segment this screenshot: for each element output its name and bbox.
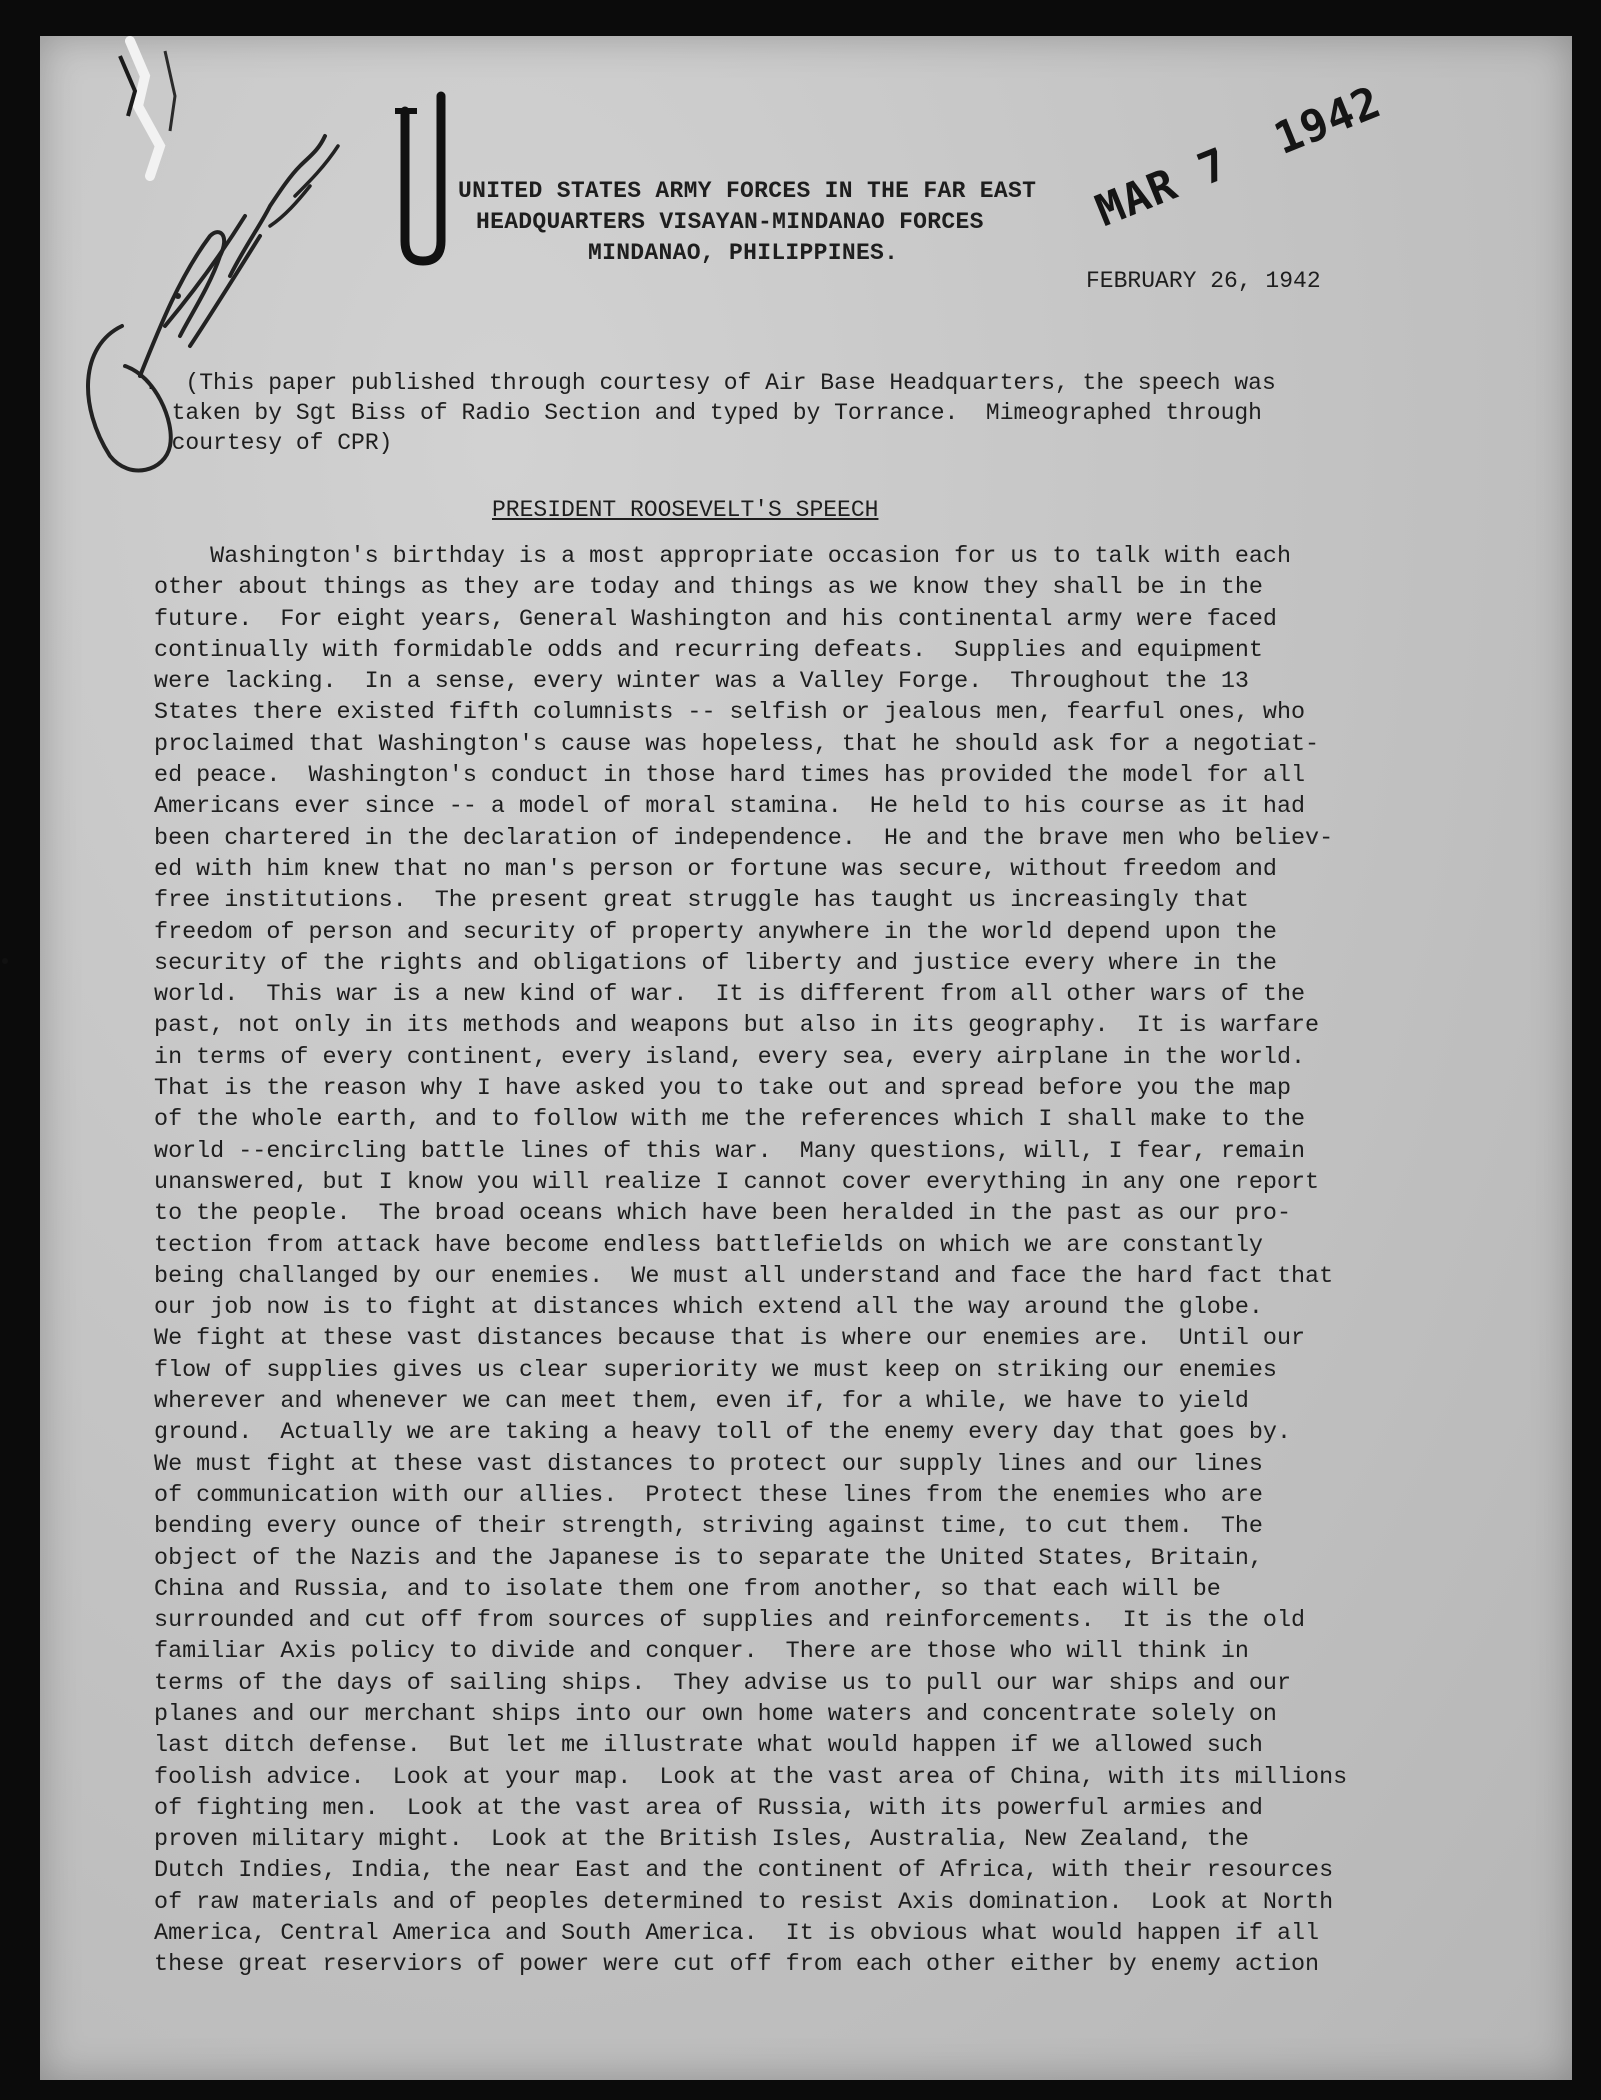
publication-note (144, 368, 1564, 458)
body-line: proclaimed that Washington's cause was hopeless, that he should ask for a negotiat- (140, 731, 1320, 758)
body-line: being challanged by our enemies. We must all understand and face the hard fact that (140, 1263, 1334, 1290)
body-line: in terms of every continent, every island, every sea, every airplane in the world. (140, 1044, 1306, 1071)
body-line: planes and our merchant ships into our own home waters and concentrate solely on (140, 1701, 1277, 1728)
body-line: flow of supplies gives us clear superiority we must keep on striking our enemies (140, 1357, 1277, 1384)
body-line: world --encircling battle lines of this war. Many questions, will, I fear, remain (140, 1138, 1306, 1165)
letterhead (458, 176, 1036, 269)
note-line: taken by Sgt Biss of Radio Section and typed by Torrance. Mimeographed through (144, 400, 1262, 426)
body-line: of fighting men. Look at the vast area of Russia, with its powerful armies and (140, 1795, 1263, 1822)
body-line: bending every ounce of their strength, striving against time, to cut them. The (140, 1514, 1263, 1541)
margin-speck (2, 958, 8, 964)
note-line: . (This paper published through courtesy of Air Base Headquarters, the speech was (144, 370, 1276, 396)
body-line: tection from attack have become endless battlefields on which we are constantly (140, 1232, 1263, 1259)
body-line: America, Central America and South America. It is obvious what would happen if all (140, 1921, 1320, 1948)
body-line: We must fight at these vast distances to protect our supply lines and our lines (140, 1451, 1263, 1478)
speech-title: PRESIDENT ROOSEVELT'S SPEECH (492, 497, 879, 523)
body-line: future. For eight years, General Washington and his continental army were faced (140, 606, 1277, 633)
body-line: unanswered, but I know you will realize I cannot cover everything in any one report (140, 1169, 1320, 1196)
document-date: FEBRUARY 26, 1942 (1086, 268, 1321, 294)
letterhead-line-2: HEADQUARTERS VISAYAN-MINDANAO FORCES (476, 209, 984, 235)
body-line: free institutions. The present great struggle has taught us increasingly that (140, 888, 1249, 915)
body-line: We fight at these vast distances because that is where our enemies are. Until our (140, 1326, 1306, 1353)
body-line: of raw materials and of peoples determined to resist Axis domination. Look at North (140, 1889, 1334, 1916)
body-line: Americans ever since -- a model of moral stamina. He held to his course as it had (140, 794, 1306, 821)
letterhead-line-3: MINDANAO, PHILIPPINES. (588, 240, 899, 266)
body-line: world. This war is a new kind of war. It is different from all other wars of the (140, 982, 1306, 1009)
body-line: terms of the days of sailing ships. They advise us to pull our war ships and our (140, 1670, 1292, 1697)
body-line: surrounded and cut off from sources of supplies and reinforcements. It is the old (140, 1608, 1306, 1635)
body-line: last ditch defense. But let me illustrate what would happen if we allowed such (140, 1733, 1263, 1760)
body-line: our job now is to fight at distances which extend all the way around the globe. (140, 1295, 1263, 1322)
body-line: past, not only in its methods and weapons but also in its geography. It is warfare (140, 1013, 1320, 1040)
speech-body (140, 542, 1347, 1982)
body-line: Washington's birthday is a most appropriate occasion for us to talk with each (140, 544, 1292, 570)
body-line: Dutch Indies, India, the near East and the continent of Africa, with their resources (140, 1858, 1334, 1885)
body-line: familiar Axis policy to divide and conquer. There are those who will think in (140, 1639, 1249, 1666)
body-line: been chartered in the declaration of independence. He and the brave men who believ- (140, 825, 1334, 852)
body-line: States there existed fifth columnists -- selfish or jealous men, fearful ones, who (140, 700, 1306, 727)
document-page (40, 36, 1572, 2080)
body-line: wherever and whenever we can meet them, even if, for a while, we have to yield (140, 1389, 1249, 1416)
date-received-stamp: MAR 7 1942 (1088, 76, 1389, 237)
body-line: were lacking. In a sense, every winter was a Valley Forge. Throughout the 13 (140, 669, 1249, 696)
note-line: courtesy of CPR) (144, 430, 393, 456)
body-line: of the whole earth, and to follow with me the references which I shall make to the (140, 1107, 1306, 1134)
body-line: ed with him knew that no man's person or fortune was secure, without freedom and (140, 856, 1277, 883)
body-line: these great reserviors of power were cut off from each other either by enemy action (140, 1952, 1320, 1979)
staple-clip-mark (385, 66, 465, 276)
body-line: ed peace. Washington's conduct in those hard times has provided the model for all (140, 763, 1306, 790)
letterhead-line-1: UNITED STATES ARMY FORCES IN THE FAR EAST (458, 178, 1037, 204)
body-line: of communication with our allies. Protect these lines from the enemies who are (140, 1482, 1263, 1509)
body-line: proven military might. Look at the British Isles, Australia, New Zealand, the (140, 1827, 1249, 1854)
body-line: continually with formidable odds and recurring defeats. Supplies and equipment (140, 637, 1263, 664)
body-line: security of the rights and obligations of liberty and justice every where in the (140, 950, 1277, 977)
body-line: to the people. The broad oceans which have been heralded in the past as our pro- (140, 1201, 1292, 1228)
body-line: freedom of person and security of property anywhere in the world depend upon the (140, 919, 1277, 946)
body-line: ground. Actually we are taking a heavy toll of the enemy every day that goes by. (140, 1420, 1292, 1447)
body-line: other about things as they are today and things as we know they shall be in the (140, 575, 1263, 602)
body-line: That is the reason why I have asked you to take out and spread before you the map (140, 1076, 1292, 1103)
body-line: object of the Nazis and the Japanese is to separate the United States, Britain, (140, 1545, 1263, 1572)
body-line: China and Russia, and to isolate them one from another, so that each will be (140, 1576, 1221, 1603)
body-line: foolish advice. Look at your map. Look at the vast area of China, with its millions (140, 1764, 1348, 1791)
